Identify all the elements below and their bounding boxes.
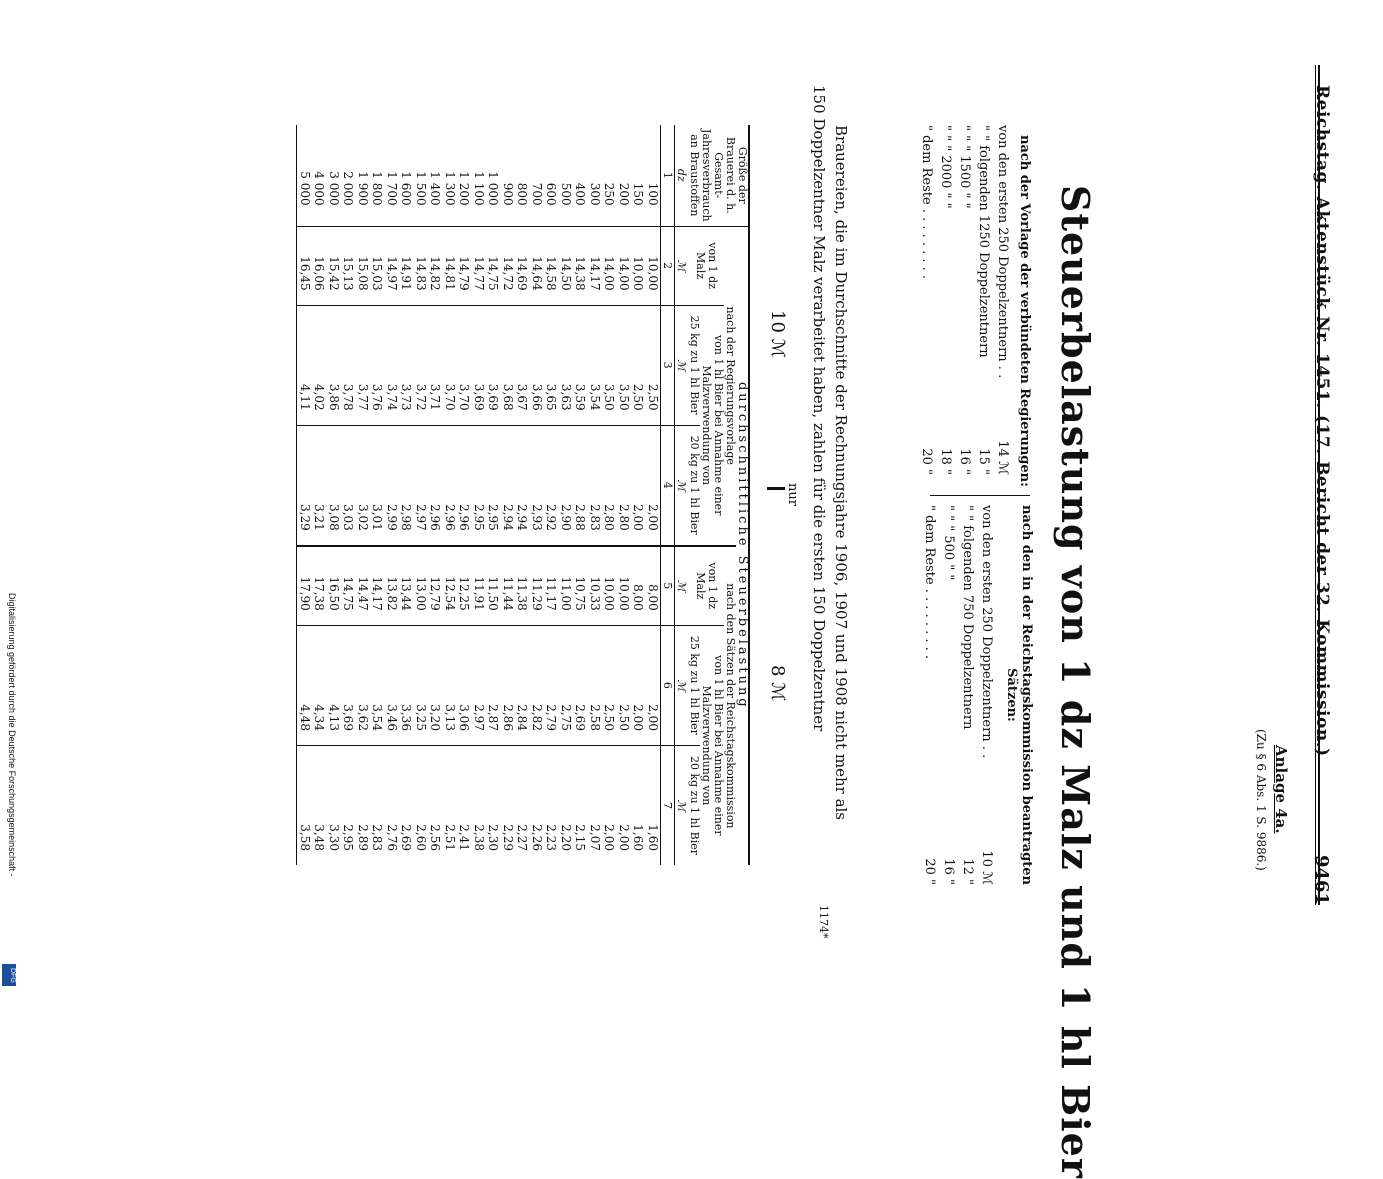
table-cell: 10,75: [573, 546, 588, 626]
table-cell: 3,13: [443, 625, 458, 745]
per-dz-header: von 1 dz Malz: [688, 546, 724, 626]
commission-rate-label: " " folgenden 750 Doppelzentnern: [960, 505, 975, 730]
unit-mark: ℳ: [675, 425, 689, 546]
table-cell: 100: [646, 182, 660, 206]
table-cell: 3,77: [356, 305, 371, 425]
table-cell: 3,70: [457, 305, 472, 425]
table-cell: 14,47: [356, 546, 371, 626]
gov-rate-label: " " " 1500 " ": [957, 125, 972, 209]
table-cell: 16,50: [327, 546, 342, 626]
table-cell: 3,01: [370, 425, 385, 546]
table-cell: 3,72: [414, 305, 429, 425]
table-cell: 2,90: [559, 425, 574, 546]
gov-rate-value: 16 ": [957, 448, 972, 475]
table-cell: 500: [559, 182, 573, 206]
table-cell: 1 700: [385, 171, 399, 206]
table-cell: 600: [544, 182, 559, 206]
table-cell: 2,00: [631, 425, 646, 546]
table-cell: 2,50: [602, 625, 617, 745]
dfg-logo-icon: DFG: [2, 964, 16, 986]
table-row: [646, 125, 661, 865]
table-cell: 17,38: [312, 546, 327, 626]
table-cell: 16,45: [297, 226, 312, 305]
table-cell: 8,00: [631, 546, 646, 626]
table-cell: 2,23: [544, 745, 559, 865]
table-row: [356, 125, 371, 865]
table-cell: 3,54: [588, 305, 603, 425]
gov-rate-value: 20 ": [919, 448, 934, 475]
table-cell: 2,51: [443, 745, 458, 865]
per-hl-header: von 1 hl Bier bei Annahme einer Malzverwendung von: [700, 305, 724, 546]
table-cell: 14,83: [414, 226, 429, 305]
table-cell: 3,66: [530, 305, 545, 425]
table-cell: 2,87: [486, 625, 501, 745]
table-row: [457, 125, 472, 865]
table-cell: 1 000: [486, 171, 501, 206]
table-body: [297, 125, 661, 865]
table-row: [573, 125, 588, 865]
column-number: 5: [661, 546, 675, 626]
running-header: Reichstag. Aktenstück Nr. 1451. (17. Bericht der 32. Kommission.): [1312, 85, 1332, 757]
gov-rate-label: " dem Reste . . . . . . . . .: [919, 125, 934, 280]
table-cell: 400: [573, 182, 588, 206]
gov-rate-label: " " " 2000 " ": [938, 125, 953, 209]
column-number: 2: [661, 226, 675, 305]
unit-mark: ℳ: [675, 546, 689, 626]
table-cell: 2,80: [602, 425, 617, 546]
unit-mark: ℳ: [675, 625, 689, 745]
table-cell: 14,00: [617, 226, 632, 305]
table-cell: 2,95: [341, 745, 356, 865]
table-cell: 2,50: [631, 305, 646, 425]
table-cell: 11,17: [544, 546, 559, 626]
table-cell: 14,77: [472, 226, 487, 305]
table-cell: 2,50: [646, 305, 661, 425]
table-cell: 13,82: [385, 546, 400, 626]
commission-rate-label: von den ersten 250 Doppelzentnern . .: [979, 505, 994, 759]
table-cell: 12,25: [457, 546, 472, 626]
table-cell: 2,26: [530, 745, 545, 865]
table-cell: 4,34: [312, 625, 327, 745]
table-cell: 3,03: [341, 425, 356, 546]
table-cell: 3,63: [559, 305, 574, 425]
table-cell: 11,29: [530, 546, 545, 626]
commission-rate-label: " " " 500 " ": [941, 505, 956, 581]
table-cell: 3,02: [356, 425, 371, 546]
table-cell: 4,48: [297, 625, 312, 745]
table-cell: 3,30: [327, 745, 342, 865]
table-cell: 1,60: [631, 745, 646, 865]
table-cell: 3,46: [385, 625, 400, 745]
table-cell: 2,58: [588, 625, 603, 745]
table-cell: 2,94: [501, 425, 516, 546]
table-cell: 2,29: [501, 745, 516, 865]
table-cell: 3,65: [544, 305, 559, 425]
table-cell: 3,74: [385, 305, 400, 425]
gov-rate-label: von den ersten 250 Doppelzentnern . .: [995, 125, 1010, 379]
table-cell: 2,83: [370, 745, 385, 865]
table-row: [341, 125, 356, 865]
table-cell: 3,73: [399, 305, 414, 425]
column-number: 7: [661, 745, 675, 865]
table-cell: 2,83: [588, 425, 603, 546]
table-cell: 15,08: [356, 226, 371, 305]
table-cell: 14,64: [530, 226, 545, 305]
small-brewery-rate-commission: 8 ℳ: [767, 665, 788, 702]
table-cell: 2,75: [559, 625, 574, 745]
column-number: 4: [661, 425, 675, 546]
table-cell: 2,00: [646, 425, 661, 546]
table-cell: 13,44: [399, 546, 414, 626]
commission-header: nach den Sätzen der Reichstagskommission: [724, 546, 736, 865]
table-cell: 3,06: [457, 625, 472, 745]
table-cell: 1 200: [457, 171, 472, 206]
table-cell: 14,72: [501, 226, 516, 305]
table-cell: 10,00: [617, 546, 632, 626]
table-cell: 2,96: [428, 425, 443, 546]
small-brewery-rate-gov: 10 ℳ: [767, 310, 788, 358]
table-cell: 3,25: [414, 625, 429, 745]
table-cell: 17,90: [297, 546, 312, 626]
table-row: [370, 125, 385, 865]
table-cell: 5 000: [297, 125, 312, 226]
table-cell: 14,17: [370, 546, 385, 626]
table-row: [486, 125, 501, 865]
table-cell: 2,97: [414, 425, 429, 546]
span-header: durchschnittliche Steuerbelastung: [736, 226, 749, 865]
table-cell: 2,07: [588, 745, 603, 865]
table-cell: 3,76: [370, 305, 385, 425]
digitization-credit-text: Digitalisierung gefördert durch die Deutsche Forschungsgemeinschaft -: [7, 593, 17, 877]
table-cell: 3,08: [327, 425, 342, 546]
table-cell: 2,92: [544, 425, 559, 546]
table-row: [327, 125, 342, 865]
table-cell: 14,82: [428, 226, 443, 305]
page-number: 9461: [1311, 855, 1332, 906]
table-cell: 14,79: [457, 226, 472, 305]
table-row: [617, 125, 632, 865]
gov-rate-label: " " folgenden 1250 Doppelzentnern: [976, 125, 991, 358]
table-row: [297, 125, 312, 865]
table-cell: 2,86: [501, 625, 516, 745]
table-row: [559, 125, 574, 865]
table-cell: 200: [617, 182, 631, 206]
table-cell: 2,60: [414, 745, 429, 865]
unit-mark: ℳ: [675, 745, 689, 865]
table-row: [443, 125, 458, 865]
commission-rate-value: 12 ": [960, 858, 975, 885]
gov-rate-value: 14 ℳ: [995, 440, 1010, 475]
table-cell: 3,59: [573, 305, 588, 425]
commission-rate-value: 10 ℳ: [979, 850, 994, 885]
table-cell: 2,20: [559, 745, 574, 865]
table-cell: 300: [588, 182, 602, 206]
gov-rate-value: 15 ": [976, 448, 991, 475]
table-cell: 14,58: [544, 226, 559, 305]
table-cell: 15,03: [370, 226, 385, 305]
per-dz-header: von 1 dz Malz: [688, 226, 724, 305]
table-cell: 250: [602, 182, 617, 206]
table-cell: 3,48: [312, 745, 327, 865]
table-cell: 2,96: [443, 425, 458, 546]
table-cell: 2,41: [457, 745, 472, 865]
table-cell: 2,30: [486, 745, 501, 865]
commission-rate-value: 20 ": [922, 858, 937, 885]
table-row: [472, 125, 487, 865]
table-cell: 14,75: [341, 546, 356, 626]
column-number: 3: [661, 305, 675, 425]
table-cell: 2,82: [530, 625, 545, 745]
unit-mark: ℳ: [675, 226, 689, 305]
table-cell: 11,44: [501, 546, 516, 626]
table-cell: 3,70: [443, 305, 458, 425]
table-cell: 800: [515, 182, 530, 206]
table-cell: 11,00: [559, 546, 574, 626]
kg20-header: 20 kg zu 1 hl Bier: [688, 425, 700, 546]
table-cell: 3 000: [327, 171, 341, 206]
table-cell: 3,20: [428, 625, 443, 745]
table-cell: 3,36: [399, 625, 414, 745]
table-cell: 1 600: [399, 171, 414, 206]
table-cell: 11,38: [515, 546, 530, 626]
anlage-reference: (Zu § 6 Abs. 1 S. 9886.): [1254, 729, 1268, 871]
table-cell: 14,17: [588, 226, 603, 305]
table-cell: 14,97: [385, 226, 400, 305]
commission-rate-value: 16 ": [941, 858, 956, 885]
table-cell: 2,56: [428, 745, 443, 865]
column-number: 1: [661, 125, 675, 226]
table-cell: 3,69: [472, 305, 487, 425]
table-cell: 3,58: [297, 745, 312, 865]
table-cell: 4,02: [312, 305, 327, 425]
table-cell: 2,27: [515, 745, 530, 865]
table-cell: 2,79: [544, 625, 559, 745]
table-cell: 2,96: [457, 425, 472, 546]
table-cell: 3,69: [486, 305, 501, 425]
anlage-label: Anlage 4a.: [1272, 745, 1290, 834]
table-cell: 10,00: [602, 546, 617, 626]
table-cell: 2,84: [515, 625, 530, 745]
table-row: [515, 125, 530, 865]
footer-mark: 1174*: [817, 905, 830, 939]
table-cell: 2 000: [341, 171, 356, 206]
table-row: [385, 125, 400, 865]
table-cell: 3,71: [428, 305, 443, 425]
table-cell: 15,42: [327, 226, 342, 305]
table-cell: 14,81: [443, 226, 458, 305]
gov-rate-value: 18 ": [938, 448, 953, 475]
table-cell: 150: [631, 182, 646, 206]
digitization-credit: [0, 593, 20, 1000]
rotated-document: [80, 65, 1332, 1179]
table-cell: 11,50: [486, 546, 501, 626]
commission-rates-heading: nach den in der Reichstagskommission beantragten Sätzen:: [1004, 505, 1034, 885]
table-cell: 2,97: [472, 625, 487, 745]
table-cell: 2,98: [399, 425, 414, 546]
table-cell: 14,38: [573, 226, 588, 305]
note-line-1: Brauereien, die im Durchschnitte der Rechnungsjahre 1906, 1907 und 1908 nicht mehr als: [832, 125, 850, 821]
table-cell: 10,00: [646, 226, 661, 305]
table-cell: 3,68: [501, 305, 516, 425]
note-line-2: 150 Doppelzentner Malz verarbeitet haben, zahlen für die ersten 150 Doppelzentner: [810, 85, 828, 732]
table-cell: 2,00: [631, 625, 646, 745]
table-cell: 2,50: [617, 625, 632, 745]
table-cell: 14,50: [559, 226, 574, 305]
table-row: [312, 125, 327, 865]
table-cell: 2,88: [573, 425, 588, 546]
kg20-header: 20 kg zu 1 hl Bier: [688, 745, 700, 865]
table-row: [588, 125, 603, 865]
table-cell: 2,93: [530, 425, 545, 546]
table-cell: 8,00: [646, 546, 661, 626]
table-row: [428, 125, 443, 865]
note-nur: nur: [785, 483, 800, 506]
column-number: 6: [661, 625, 675, 745]
table-cell: 10,00: [631, 226, 646, 305]
table-cell: 3,67: [515, 305, 530, 425]
table-row: [414, 125, 429, 865]
gov-header: nach der Regierungsvorlage: [724, 226, 736, 546]
col1-header: Größe der Brauerei d. h. Gesamt-Jahresverbrauch an Braustoffen: [688, 125, 749, 226]
table-cell: 1 300: [443, 171, 457, 206]
table-cell: 14,75: [486, 226, 501, 305]
tax-burden-table: [297, 125, 751, 865]
table-cell: 3,86: [327, 305, 342, 425]
table-cell: 2,99: [385, 425, 400, 546]
table-cell: 3,54: [370, 625, 385, 745]
table-cell: 3,50: [602, 305, 617, 425]
table-cell: 2,76: [385, 745, 400, 865]
table-cell: 1,60: [646, 745, 661, 865]
table-cell: 3,78: [341, 305, 356, 425]
table-cell: 10,33: [588, 546, 603, 626]
table-cell: 1 400: [428, 171, 443, 206]
document-title: Steuerbelastung von 1 dz Malz und 1 hl Bier: [1053, 185, 1098, 1179]
unit-dz: dz: [675, 168, 688, 182]
table-cell: 16,06: [312, 226, 327, 305]
table-cell: 4,11: [297, 305, 312, 425]
table-cell: 3,21: [312, 425, 327, 546]
table-cell: 14,00: [602, 226, 617, 305]
table-cell: 11,91: [472, 546, 487, 626]
table-row: [399, 125, 414, 865]
table-row: [631, 125, 646, 865]
table-cell: 2,15: [573, 745, 588, 865]
table-cell: 1 500: [414, 171, 428, 206]
table-cell: 1 900: [356, 171, 370, 206]
table-cell: 13,00: [414, 546, 429, 626]
table-cell: 2,69: [399, 745, 414, 865]
table-cell: 2,00: [602, 745, 617, 865]
table-row: [530, 125, 545, 865]
table-cell: 900: [501, 182, 515, 206]
per-hl-header: von 1 hl Bier bei Annahme einer Malzverwendung von: [700, 625, 724, 865]
table-cell: 14,69: [515, 226, 530, 305]
table-cell: 3,50: [617, 305, 632, 425]
section-divider: [930, 495, 1030, 496]
table-cell: 3,62: [356, 625, 371, 745]
commission-rate-label: " dem Reste . . . . . . . . .: [922, 505, 937, 660]
table-cell: 4 000: [312, 171, 327, 206]
table-cell: 2,95: [472, 425, 487, 546]
table-cell: 2,00: [646, 625, 661, 745]
table-row: [544, 125, 559, 865]
table-cell: 2,00: [617, 745, 632, 865]
table-cell: 4,13: [327, 625, 342, 745]
table-cell: 14,91: [399, 226, 414, 305]
table-row: [501, 125, 516, 865]
table-cell: 2,38: [472, 745, 487, 865]
table-cell: 12,79: [428, 546, 443, 626]
table-cell: 3,69: [341, 625, 356, 745]
table-cell: 2,80: [617, 425, 632, 546]
table-cell: 1 800: [370, 171, 385, 206]
kg25-header: 25 kg zu 1 hl Bier: [688, 625, 700, 745]
table-cell: 15,13: [341, 226, 356, 305]
table-cell: 700: [530, 182, 544, 206]
table-cell: 2,89: [356, 745, 371, 865]
note-bar: [767, 487, 785, 490]
kg25-header: 25 kg zu 1 hl Bier: [688, 305, 700, 425]
unit-mark: ℳ: [675, 305, 689, 425]
table-cell: 2,95: [486, 425, 501, 546]
table-row: [602, 125, 617, 865]
table-cell: 12,54: [443, 546, 458, 626]
table-cell: 2,94: [515, 425, 530, 546]
table-cell: 1 100: [472, 171, 486, 206]
table-cell: 3,29: [297, 425, 312, 546]
gov-rates-heading: nach der Vorlage der verbündeten Regierungen:: [1017, 135, 1032, 487]
table-cell: 2,69: [573, 625, 588, 745]
